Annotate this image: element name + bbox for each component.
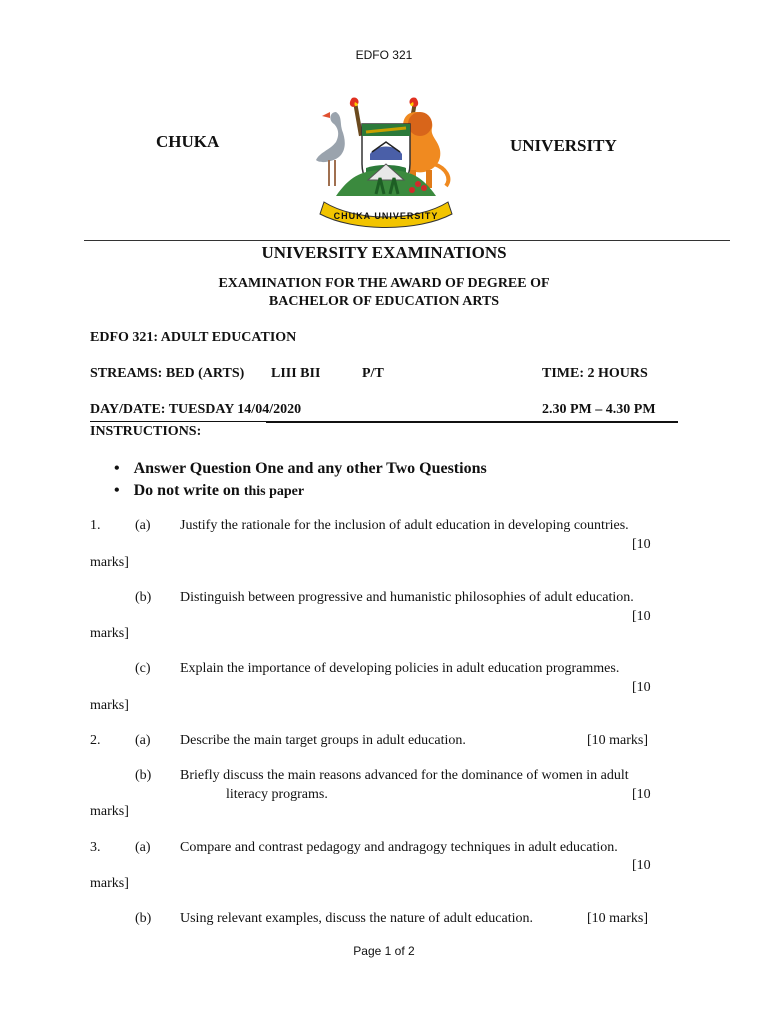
question-marks: [10 xyxy=(632,537,651,552)
instruction-text: Do not write on xyxy=(133,482,240,499)
question-text: Compare and contrast pedagogy and andragogy techniques in adult education. xyxy=(180,840,618,855)
question-marks: [10 xyxy=(632,787,651,802)
exam-title: UNIVERSITY EXAMINATIONS xyxy=(261,243,507,262)
award-line-2: BACHELOR OF EDUCATION ARTS xyxy=(268,294,500,309)
question-text: Distinguish between progressive and humanistic philosophies of adult education. xyxy=(180,590,634,605)
streams: STREAMS: BED (ARTS) xyxy=(90,366,245,381)
question-marks: [10 marks] xyxy=(587,733,649,748)
document-code: EDFO 321 xyxy=(355,48,413,62)
question-marks: [10 xyxy=(632,680,651,695)
question-number: 3. xyxy=(90,840,101,855)
question-part: (a) xyxy=(135,518,151,533)
university-name-right: UNIVERSITY xyxy=(510,136,617,155)
question-marks: [10 xyxy=(632,858,651,873)
question-text: Explain the importance of developing policies in adult education programmes. xyxy=(180,661,620,676)
question-number: 2. xyxy=(90,733,101,748)
question-part: (b) xyxy=(135,911,152,926)
question-part: (b) xyxy=(135,768,152,783)
exam-duration: TIME: 2 HOURS xyxy=(542,366,648,381)
exam-day-date: DAY/DATE: TUESDAY 14/04/2020 xyxy=(90,402,302,417)
page-number: Page 1 of 2 xyxy=(353,944,415,958)
question-number: 1. xyxy=(90,518,101,533)
question-marks: marks] xyxy=(90,555,129,570)
bullet-icon: • xyxy=(114,482,120,499)
study-mode: P/T xyxy=(362,366,384,381)
question-marks: marks] xyxy=(90,876,129,891)
exam-hours: 2.30 PM – 4.30 PM xyxy=(542,402,656,417)
question-marks: [10 xyxy=(632,609,651,624)
question-marks: marks] xyxy=(90,698,129,713)
question-part: (c) xyxy=(135,661,151,676)
question-part: (b) xyxy=(135,590,152,605)
meta-underline xyxy=(266,421,678,423)
question-marks: marks] xyxy=(90,626,129,641)
course-title: EDFO 321: ADULT EDUCATION xyxy=(90,330,297,345)
university-crest-logo xyxy=(306,94,466,228)
question-marks: marks] xyxy=(90,804,129,819)
instruction-item xyxy=(114,482,304,500)
university-name-left: CHUKA xyxy=(156,132,220,151)
award-line-1: EXAMINATION FOR THE AWARD OF DEGREE OF xyxy=(218,276,550,291)
instruction-item xyxy=(114,460,487,478)
level: LIII BII xyxy=(271,366,321,381)
bullet-icon: • xyxy=(114,460,120,477)
question-marks: [10 marks] xyxy=(587,911,649,926)
header-divider xyxy=(84,240,730,241)
question-text: Justify the rationale for the inclusion of adult education in developing countries. xyxy=(180,518,629,533)
instructions-heading: INSTRUCTIONS: xyxy=(90,424,202,439)
question-part: (a) xyxy=(135,733,151,748)
question-text-continued: literacy programs. xyxy=(226,787,328,802)
meta-underline-left xyxy=(90,421,266,422)
instruction-text-small: this paper xyxy=(243,484,305,499)
question-text: Using relevant examples, discuss the nature of adult education. xyxy=(180,911,534,926)
question-text: Describe the main target groups in adult education. xyxy=(180,733,466,748)
instruction-text: Answer Question One and any other Two Questions xyxy=(133,460,487,477)
question-text: Briefly discuss the main reasons advanced for the dominance of women in adult xyxy=(180,768,629,783)
question-part: (a) xyxy=(135,840,151,855)
crest-ribbon-text: CHUKA UNIVERSITY xyxy=(333,211,439,221)
